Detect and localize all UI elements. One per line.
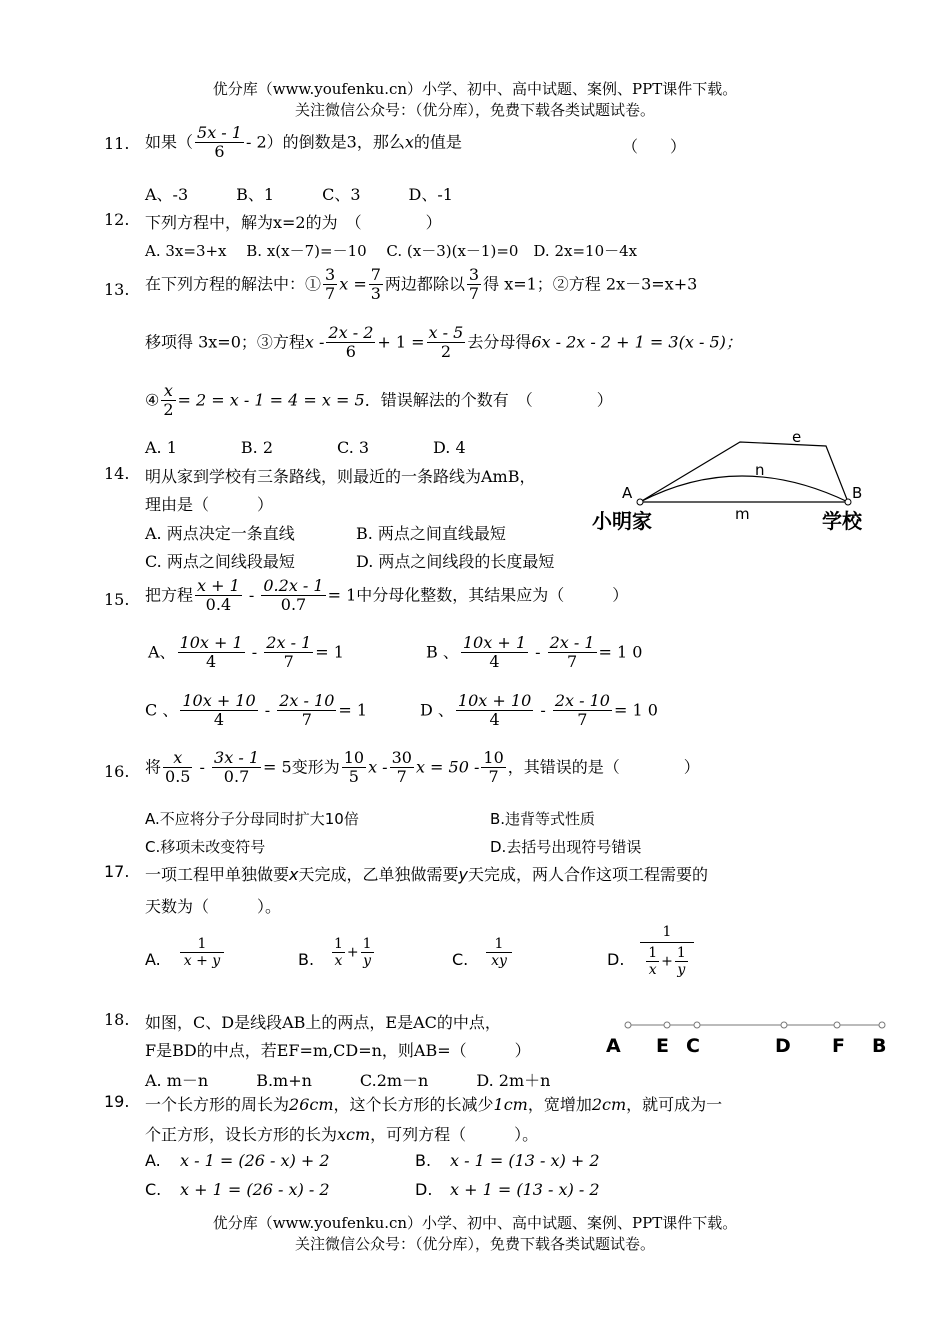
q19-l2c: ，可列方程（ ）。 [370, 1125, 539, 1144]
q13-l2-plus: + 1 = [377, 332, 425, 352]
header-line-2: 关注微信公众号：（优分库），免费下载各类试题试卷。 [294, 101, 655, 119]
q19-length-var: xcm [337, 1125, 371, 1144]
q13-l3-end: ．错误解法的个数有 （ ） [364, 390, 613, 410]
fig-label-e: e [792, 430, 802, 446]
segment-point-a [625, 1022, 631, 1028]
q17-b-plus: + [346, 944, 359, 961]
segment-point-d [781, 1022, 787, 1028]
q12-options: A. 3x=3+x B. x(x－7)=－10 C. (x－3)(x－1)=0 D. 2x=10－4x [145, 242, 638, 260]
q19-l1e: ，宽增加 [527, 1095, 592, 1114]
q15-d-n1: 10x + 10 [457, 691, 532, 710]
fig-label-a: A [622, 484, 633, 502]
q14-route-figure [590, 430, 880, 540]
q17-d-inner-num2: 1 [676, 945, 686, 961]
q14-option-b: B. 两点之间直线最短 [356, 524, 506, 543]
q15-b-n1: 10x + 1 [462, 633, 526, 652]
q16-f3-den: 5 [348, 767, 359, 787]
q19-decrease: 1cm [493, 1095, 528, 1114]
q17-a-den: x + y [183, 953, 221, 970]
q15-b-label: B 、 [426, 642, 459, 662]
q13-l3-eq: = 2 = x - 1 = 4 = x = 5 [177, 390, 365, 410]
point-a-dot [637, 499, 643, 505]
q14-option-c: C. 两点之间线段最短 [145, 552, 295, 571]
q15-b-rhs: = 1 0 [598, 642, 643, 662]
q11-var: x [404, 132, 414, 152]
segment-label-c: C [686, 1035, 700, 1057]
q15-frac1-num: x + 1 [197, 576, 240, 595]
q13-frac3-den: 7 [468, 284, 480, 304]
footer-line-2: 关注微信公众号：（优分库），免费下载各类试题试卷。 [294, 1235, 655, 1253]
q15-b-n2: 2x - 1 [549, 633, 595, 652]
q13-number: 13. [104, 280, 130, 299]
q15-b-d1: 4 [489, 652, 500, 672]
header-line-1: 优分库（www.youfenku.cn）小学、初中、高中试题、案例、PPT课件下载。 [212, 80, 738, 98]
q17-l1e: 天完成，两人合作这项工程需要的 [467, 865, 708, 884]
q13-l1-divide: 两边都除以 [384, 274, 465, 294]
route-e-path [640, 442, 848, 502]
q14-line1: 明从家到学校有三条路线，则最近的一条路线为AmB， [145, 467, 536, 486]
q13-frac4-den: 6 [345, 342, 356, 362]
q13-l1-end: 得 x=1；②方程 2x－3=x+3 [483, 274, 698, 294]
q12-number: 12. [104, 210, 130, 229]
q19-b-label: B. [415, 1151, 432, 1170]
q17-l1a: 一项工程甲单独做要 [145, 865, 290, 884]
q14-option-a: A. 两点决定一条直线 [145, 524, 295, 543]
q19-l2a: 个正方形，设长方形的长为 [145, 1125, 338, 1144]
segment-label-f: F [832, 1035, 845, 1057]
q11-post: 的值是 [413, 132, 462, 152]
q19-number: 19. [104, 1092, 130, 1111]
q16-f3-num: 10 [343, 748, 365, 767]
q13-frac5-num: x - 5 [428, 323, 464, 342]
fig-label-school: 学校 [822, 509, 862, 533]
q11-pre: 如果（ [145, 132, 194, 152]
q19-d-label: D. [415, 1180, 433, 1199]
route-n-curve [640, 476, 848, 502]
q15-post: 中分母化整数，其结果应为（ ） [356, 585, 629, 605]
q17-d-plus: + [661, 953, 673, 970]
q15-option-c: C 、 $\frac{10x + 10}{4}$ - $\frac{2x - 10}{7}$ = 1 [145, 691, 368, 730]
q16-post: ，其错误的是（ ） [507, 757, 700, 777]
q13-frac4-num: 2x - 2 [328, 323, 374, 342]
q15-c-d1: 4 [213, 710, 225, 730]
q16-option-c: C.移项未改变符号 [145, 838, 266, 856]
q13-frac2-num: 7 [370, 265, 381, 284]
q17-c-den: xy [491, 953, 507, 970]
q16-transform: 变形为 [291, 757, 340, 777]
q17-b-den1: x [334, 953, 343, 970]
point-b-dot [845, 499, 851, 505]
q15-number: 15. [104, 590, 130, 609]
q18-segment-figure [600, 1012, 900, 1062]
segment-point-b [879, 1022, 885, 1028]
q13-frac2-den: 3 [370, 284, 381, 304]
q11-options: A、-3 B、1 C、3 D、-1 [145, 185, 453, 204]
q19-l1c: ，这个长方形的长减少 [333, 1095, 494, 1114]
q11-frac-num: 5x - 1 [197, 123, 242, 142]
q14-number: 14. [104, 464, 130, 483]
q16-x2: x = 50 - [415, 757, 480, 777]
segment-point-f [834, 1022, 840, 1028]
segment-label-b: B [872, 1035, 887, 1057]
q13-frac5-den: 2 [440, 342, 452, 362]
q14-line2: 理由是（ ） [145, 495, 274, 514]
q16-f5-num: 10 [483, 748, 504, 767]
q15-pre: 把方程 [145, 585, 194, 605]
q17-b-num2: 1 [362, 936, 372, 952]
q15-d-d2: 7 [577, 710, 588, 730]
q19-d-equation: x + 1 = (13 - x) - 2 [450, 1180, 600, 1199]
q16-f4-num: 30 [391, 748, 412, 767]
q17-var-y: y [458, 865, 468, 884]
q15-a-n1: 10x + 1 [179, 633, 243, 652]
q16-option-a: A.不应将分子分母同时扩大10倍 [145, 810, 359, 828]
q15-frac2-den: 0.7 [280, 595, 307, 615]
q15-d-n2: 2x - 10 [554, 691, 610, 710]
q18-line2: F是BD的中点，若EF=m,CD=n，则AB=（ ） [145, 1041, 531, 1060]
q15-c-d2: 7 [301, 710, 312, 730]
segment-point-e [664, 1022, 670, 1028]
q13-l3-circle: ④ [145, 390, 160, 410]
q17-c-num: 1 [486, 936, 512, 953]
q18-line1: 如图，C、D是线段AB上的两点，E是AC的中点， [145, 1013, 501, 1032]
q15-d-d1: 4 [489, 710, 500, 730]
fig-label-home: 小明家 [592, 509, 652, 533]
q17-number: 17. [104, 862, 130, 881]
q11-paren: （ ） [622, 137, 687, 156]
q17-b-den2: y [363, 953, 372, 970]
q15-b-d2: 7 [566, 652, 578, 672]
q13-options: A. 1 B. 2 C. 3 D. 4 [145, 438, 466, 457]
q13-l2-x: x - [304, 332, 325, 352]
q19-perimeter: 26cm [289, 1095, 334, 1114]
q17-line2: 天数为（ ）。 [145, 897, 282, 916]
q15-option-d: D 、 $\frac{10x + 10}{4}$ - $\frac{2x - 10}{7}$ = 1 0 [420, 691, 658, 730]
q15-a-n2: 2x - 1 [266, 633, 312, 652]
q19-a-label: A. [145, 1151, 161, 1170]
fig-label-m: m [735, 505, 750, 523]
q17-d-num: 1 [640, 924, 694, 943]
q11-number: 11. [104, 134, 130, 153]
q13-frac1-num: 3 [325, 265, 336, 284]
q15-d-rhs: = 1 0 [613, 700, 658, 720]
q13-l1-text: 在下列方程的解法中：① [145, 274, 322, 294]
q16-eq1: = 5 [263, 757, 292, 777]
q17-l1c: 天完成，乙单独做需要 [298, 865, 459, 884]
q15-c-rhs: = 1 [338, 700, 368, 720]
q17-var-x: x [289, 865, 299, 884]
q15-c-n2: 2x - 10 [279, 691, 335, 710]
q16-f5-den: 7 [488, 767, 499, 787]
q15-a-rhs: = 1 [315, 642, 344, 662]
segment-label-d: D [775, 1035, 791, 1057]
fig-label-n: n [755, 461, 765, 479]
q14-option-d: D. 两点之间线段的长度最短 [356, 552, 555, 571]
q15-option-b: B 、 $\frac{10x + 1}{4}$ - $\frac{2x - 1}{7}$ = 1 0 [426, 633, 643, 672]
q13-frac6-den: 2 [163, 400, 174, 420]
segment-label-e: E [656, 1035, 669, 1057]
q15-a-d2: 7 [283, 652, 294, 672]
q17-d-inner-den1: x [648, 962, 657, 979]
q17-a-label: A. [145, 950, 161, 969]
segment-label-a: A [606, 1035, 621, 1057]
q15-a-label: A、 [148, 642, 176, 662]
q13-l2-denom: 去分母得 [467, 332, 532, 352]
q15-a-d1: 4 [206, 652, 217, 672]
q18-options: A. m－n B.m+n C.2m－n D. 2m＋n [145, 1071, 551, 1090]
q17-d-label: D. [607, 950, 625, 969]
q15-option-a: A、 $\frac{10x + 1}{4}$ - $\frac{2x - 1}{7}$ = 1 [148, 633, 344, 672]
q13-frac6-num: x [161, 382, 175, 401]
q19-increase: 2cm [591, 1095, 627, 1114]
q17-a-num: 1 [180, 936, 224, 953]
q16-x1: x - [368, 757, 388, 777]
q16-f2-den: 0.7 [223, 767, 250, 787]
q15-frac2-num: 0.2x - 1 [263, 576, 324, 595]
q15-d-label: D 、 [420, 700, 454, 720]
q16-option-d: D.去括号出现符号错误 [490, 838, 642, 856]
q16-f1-num: x [163, 749, 192, 768]
q17-d-complex-fraction [640, 924, 694, 978]
q19-c-equation: x + 1 = (26 - x) - 2 [180, 1180, 330, 1199]
exam-page: 优分库（www.youfenku.cn）小学、初中、高中试题、案例、PPT课件下载。 关注微信公众号：（优分库），免费下载各类试题试卷。 11. 如果（ $\frac{5x - 1}{6}$ - 2）的倒数是3，那么x的值是 （ ） A、-3 B、1 C、3 D、-1 12. 下列方程中，解为x=2的为 （ ） A. 3x=3+x B. x(x－7)=－10 C. (x－3)(x－1)=0 D. 2x=10－4x 13. 在下列方程的解法中：① $\frac{3}{7}$ x = $\frac{7}{3}$ 两边都除以 $\frac{3}{7}$ 得 x=1；②方程 2x－3=x+3 移项得 3x=0；③方程x - $\frac{2x - 2}{6}$ + 1 = $\frac{x - 5}{2}$ 去分母得6x - 2x - 2 + 1 = 3(x - 5)； ④ $\frac{x}{2}$ = 2 = x - 1 = 4 = x = 5．错误解法的个数有 （ ） A. 1 B. 2 C. 3 D. 4 14. 明从家到学校有三条路线，则最近的一条路线为AmB， 理由是（ ） A. 两点决定一条直线 B. 两点之间直线最短 C. 两点之间线段最短 D. 两点之间线段的长度最短 A B e n m 小明家 学校 15. 把方程 $\frac{x + 1}{0.4}$ - $\frac{0.2x - 1}{0.7}$ = 1中分母化整数，其结果应为（ ） A、 $\frac{10x + 1}{4}$ - $\frac{2x - 1}{7}$ = 1 B 、 $\frac{10x + 1}{4}$ - $\frac{2x - 1}{7}$ = 1 0 C 、 $\frac{10x + 10}{4}$ - $\frac{2x - 10}{7}$ = 1 D 、 $\frac{10x + 10}{4}$ - $\frac{2x - 10}{7}$ = 1 0 16. 将 $\frac{x}{0.5}$ - $\frac{3x - 1}{0.7}$ = 5变形为 $\frac{10}{5}$ x - $\frac{30}{7}$ x = 50 - $\frac{10}{7}$ ，其错误的是（ ） A.不应将分子分母同时扩大10倍 B.违背等式性质 C.移项未改变符号 D.去括号出现符号错误 17. 一项工程甲单独做要x天完成，乙单独做需要y天完成，两人合作这项工程需要的 天数为（ ）。 A. $\frac{1}{x + y}$ B. $\frac{1}{x}$ + $\frac{1}{y}$ C. $\frac{1}{xy}$ D. 1 $\frac{1}{x}$ + $\frac{1}{y}$ 18. 如图，C、D是线段AB上的两点，E是AC的中点， F是BD的中点，若EF=m,CD=n，则AB=（ ） A. m－n B.m+n C.2m－n D. 2m＋n A E C D F B 19. 一个长方形的周长为26cm，这个长方形的长减少1cm，宽增加2cm，就可成为一 个正方形，设长方形的长为xcm，可列方程（ ）。 A. x - 1 = (26 - x) + 2 B. x - 1 = (13 - x) + 2 C. x + 1 = (26 - x) - 2 D. x + 1 = (13 - x) - 2 优分库（www.youfenku.cn）小学、初中、高中试题、案例、PPT课件下载。 关注微信公众号：（优分库），免费下载各类试题试卷。 [0, 0, 950, 1342]
q12-stem: 下列方程中，解为x=2的为 （ ） [145, 213, 442, 232]
q17-b-label: B. [298, 950, 315, 969]
q19-l1a: 一个长方形的周长为 [145, 1095, 290, 1114]
q15-c-n1: 10x + 10 [182, 691, 256, 710]
q11-mid: - 2）的倒数是3，那么 [245, 132, 405, 152]
q19-l1g: ，就可成为一 [626, 1095, 723, 1114]
q17-d-inner-num1: 1 [648, 945, 658, 961]
q13-l2-text: 移项得 3x=0；③方程 [145, 332, 305, 352]
q18-number: 18. [104, 1010, 130, 1029]
q13-frac1-den: 7 [325, 284, 336, 304]
segment-point-c [694, 1022, 700, 1028]
q16-pre: 将 [145, 757, 162, 777]
q17-c-label: C. [452, 950, 469, 969]
q15-eq1: = 1 [327, 585, 357, 605]
footer-line-1: 优分库（www.youfenku.cn）小学、初中、高中试题、案例、PPT课件下载。 [212, 1214, 738, 1232]
q16-f2-num: 3x - 1 [214, 748, 260, 767]
q15-frac1-den: 0.4 [205, 595, 232, 615]
q16-f4-den: 7 [396, 767, 407, 787]
q16-number: 16. [104, 762, 130, 781]
q15-c-label: C 、 [145, 700, 179, 720]
q16-option-b: B.违背等式性质 [490, 810, 596, 828]
q19-c-label: C. [145, 1180, 162, 1199]
q19-b-equation: x - 1 = (13 - x) + 2 [450, 1151, 600, 1170]
q13-l1-x: x = [339, 274, 367, 294]
q17-d-inner-den2: y [677, 962, 686, 979]
q13-l2-eq: 6x - 2x - 2 + 1 = 3(x - 5)； [531, 332, 742, 352]
q19-a-equation: x - 1 = (26 - x) + 2 [180, 1151, 330, 1170]
q17-b-num1: 1 [334, 936, 343, 952]
fig-label-b: B [852, 484, 863, 502]
q11-frac-den: 6 [214, 142, 225, 162]
q13-frac3-num: 3 [468, 265, 480, 284]
q16-f1-den: 0.5 [165, 767, 191, 787]
